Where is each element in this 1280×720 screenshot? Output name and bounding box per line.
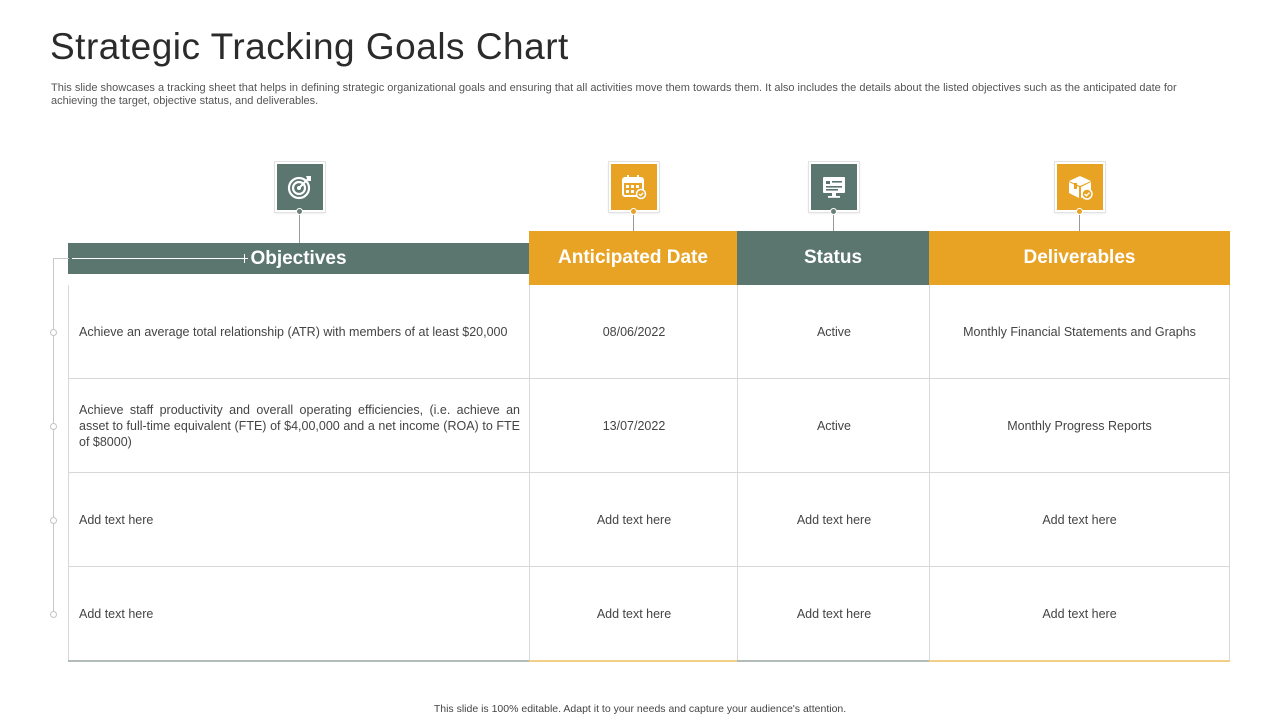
status-cell: Add text here [796, 607, 872, 621]
timeline-dot [50, 517, 57, 524]
deliverables-bottom-edge [929, 660, 1230, 662]
status-cell: Active [816, 324, 852, 339]
objectives-header-rule-tick [244, 254, 245, 263]
calendar-icon [621, 174, 647, 200]
objective-cell: Add text here [79, 607, 154, 621]
table-row [69, 473, 1229, 567]
timeline-dot [50, 329, 57, 336]
left-timeline [53, 258, 54, 614]
target-icon-box [275, 162, 325, 212]
date-cell: Add text here [596, 512, 672, 527]
timeline-dot [50, 611, 57, 618]
package-icon-box [1055, 162, 1105, 212]
deliverables-header-label: Deliverables [1023, 247, 1136, 268]
status-cell: Add text here [796, 512, 872, 527]
objectives-header-label: Objectives [250, 247, 347, 269]
timeline-dot [50, 423, 57, 430]
objectives-connector [299, 212, 300, 243]
status-cell: Active [816, 418, 852, 433]
package-icon [1066, 173, 1094, 201]
objectives-bottom-edge [68, 660, 529, 662]
table-row [69, 379, 1229, 473]
monitor-icon [821, 174, 847, 200]
objective-cell: Achieve an average total relationship (ATR) with members of at least $20,000 [79, 324, 508, 339]
date-cell: Add text here [596, 607, 672, 621]
objective-cell: Add text here [79, 512, 154, 527]
calendar-icon-box [609, 162, 659, 212]
table-row [69, 285, 1229, 379]
date-connector-dot [630, 208, 637, 215]
status-header [737, 231, 929, 285]
status-bottom-edge [737, 660, 929, 662]
deliverables-header [929, 231, 1230, 285]
deliverables-connector-dot [1076, 208, 1083, 215]
status-header-label: Status [803, 247, 863, 268]
objectives-connector-dot [296, 208, 303, 215]
page-title: Strategic Tracking Goals Chart [50, 26, 569, 67]
deliverable-cell: Add text here [1042, 607, 1117, 621]
anticipated-date-header [529, 231, 737, 285]
status-connector-dot [830, 208, 837, 215]
deliverable-cell: Monthly Financial Statements and Graphs [963, 324, 1196, 339]
left-timeline-cap [53, 258, 69, 259]
deliverable-cell: Add text here [1042, 512, 1117, 527]
monitor-icon-box [809, 162, 859, 212]
target-icon [286, 173, 314, 201]
objectives-header-rule [72, 258, 248, 259]
table-row [69, 567, 1229, 661]
goals-table [68, 285, 1230, 661]
footer-note: This slide is 100% editable. Adapt it to your needs and capture your audience's attention. [433, 703, 847, 715]
date-bottom-edge [529, 660, 737, 662]
slide-description: This slide showcases a tracking sheet that helps in defining strategic organizational goals and ensuring that all activities move them towards them. It also includes the details about the listed objectives such as the anticipated date for achieving the target, objective status, and deliverables. [51, 82, 1177, 107]
objective-cell: Achieve staff productivity and overall operating efficiencies, (i.e. achieve an asset to full-time equivalent (FTE) of $4,00,000 and a net income (ROA) to FTE of $8000) [79, 402, 520, 449]
date-cell: 08/06/2022 [602, 324, 666, 339]
date-cell: 13/07/2022 [602, 418, 666, 433]
anticipated-date-header-label: Anticipated Date [558, 247, 708, 268]
deliverable-cell: Monthly Progress Reports [1007, 418, 1152, 433]
